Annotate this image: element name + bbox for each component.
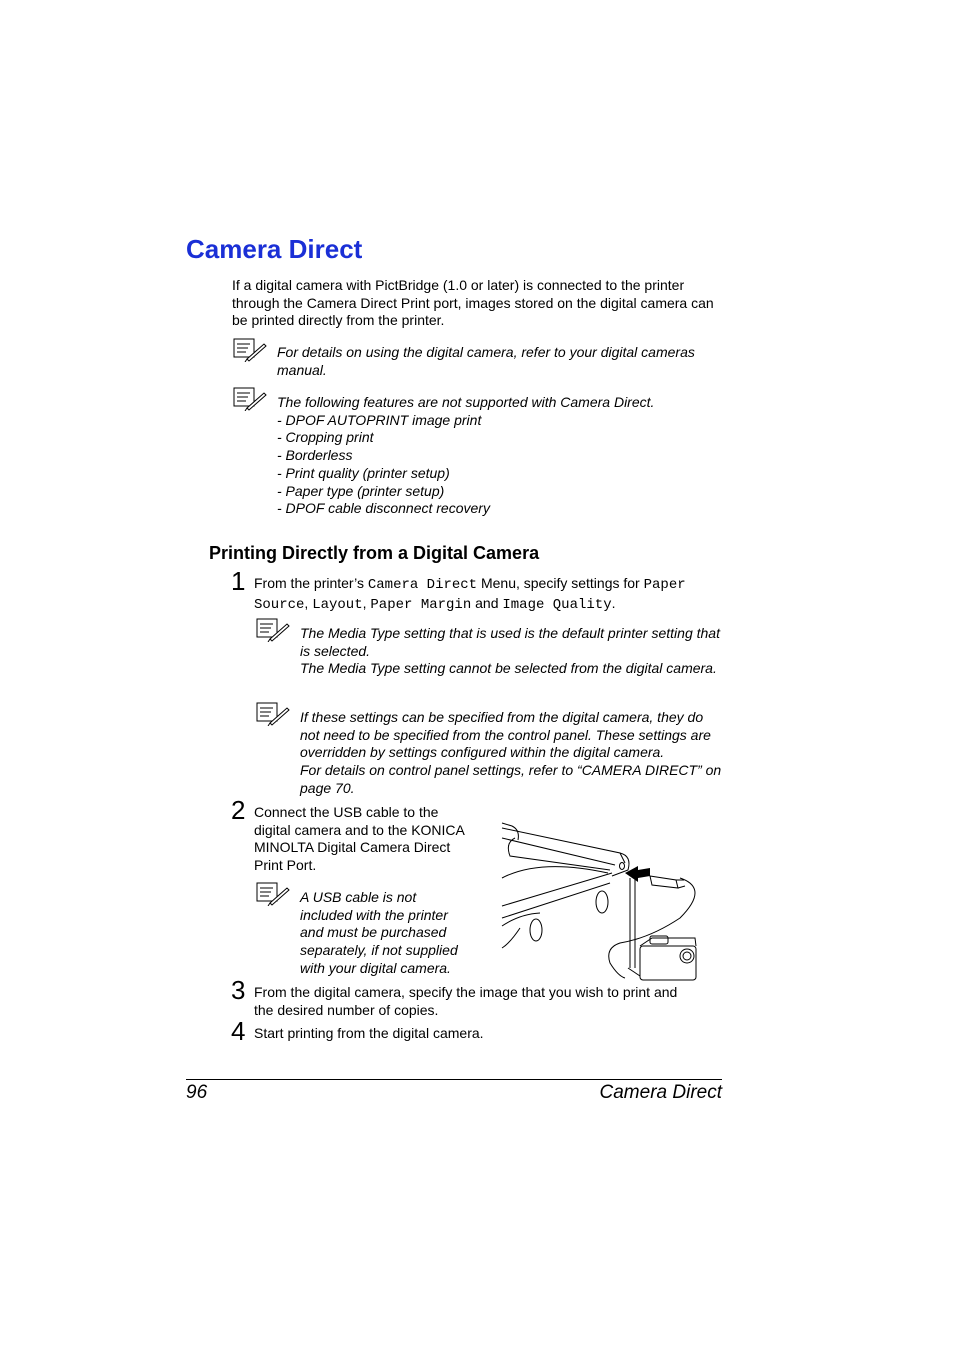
menu-camera-direct: Camera Direct (367, 577, 478, 593)
note-unsupported-features (277, 394, 722, 518)
note-media-type-2: The Media Type setting cannot be selected from the digital camera. (300, 660, 717, 677)
list-item: - Print quality (printer setup) (277, 464, 450, 481)
list-item: - DPOF AUTOPRINT image print (277, 411, 482, 428)
setting-image-quality: Image Quality (502, 596, 612, 613)
step-number-4: 4 (231, 1016, 246, 1046)
step-1-t2: Menu, specify settings for (477, 575, 644, 591)
note-camera-manual: For details on using the digital camera, refer to your digital cameras manual. (277, 344, 695, 378)
list-item: - Cropping print (277, 429, 374, 446)
note-usb-cable: A USB cable is not included with the printer and must be purchased separately, if not supplied with your digital camera. (300, 889, 458, 976)
page-number: 96 (186, 1082, 208, 1103)
step-number-2: 2 (231, 795, 246, 825)
step-1-t1: From the printer’s (254, 575, 368, 591)
setting-paper-source: Paper Source (254, 577, 686, 613)
intro-paragraph: If a digital camera with PictBridge (1.0 or later) is connected to the printer through the Camera Direct Print port, images stored on the digital camera can be printed directly from the printer. (232, 277, 714, 329)
step-4-text: Start printing from the digital camera. (254, 1025, 484, 1041)
footer-section-title: Camera Direct (599, 1082, 722, 1103)
list-item: - DPOF cable disconnect recovery (277, 500, 490, 517)
footer-rule (186, 1079, 722, 1080)
step-1-t3: , (304, 594, 313, 611)
step-3-text: From the digital camera, specify the image that you wish to print and the desired number of copies. (254, 984, 678, 1018)
note-lead: The following features are not supported with Camera Direct. (277, 394, 655, 410)
section-heading: Printing Directly from a Digital Camera (209, 543, 540, 563)
setting-paper-margin: Paper Margin (370, 596, 472, 613)
usb-camera-printer-illustration (500, 818, 705, 988)
note-pencil-icon (233, 387, 267, 411)
step-number-3: 3 (231, 975, 246, 1005)
note-media-type-1: The Media Type setting that is used is the default printer setting that is selected. (300, 625, 720, 659)
setting-layout: Layout (312, 596, 363, 613)
note-pencil-icon (233, 338, 267, 362)
page-title: Camera Direct (186, 234, 363, 264)
note-settings-1: If these settings can be specified from the digital camera, they do not need to be specified from the control panel. These settings are overridden by settings configured within the digital camera. (300, 709, 711, 761)
step-number-1: 1 (231, 566, 246, 596)
note-pencil-icon (256, 618, 290, 642)
list-item: - Paper type (printer setup) (277, 482, 445, 499)
note-pencil-icon (256, 702, 290, 726)
step-1-text (254, 575, 724, 614)
step-2-text: Connect the USB cable to the digital camera and to the KONICA MINOLTA Digital Camera Direct Print Port. (254, 804, 465, 874)
step-1-t5: and (471, 594, 503, 611)
note-pencil-icon (256, 882, 290, 906)
note-settings-2: For details on control panel settings, refer to “CAMERA DIRECT” on page 70. (300, 762, 722, 796)
note-media-type (300, 625, 722, 678)
list-item: - Borderless (277, 447, 353, 464)
step-1-t6: . (611, 594, 616, 611)
step-1-t4: , (362, 594, 371, 611)
note-settings-override (300, 709, 722, 798)
